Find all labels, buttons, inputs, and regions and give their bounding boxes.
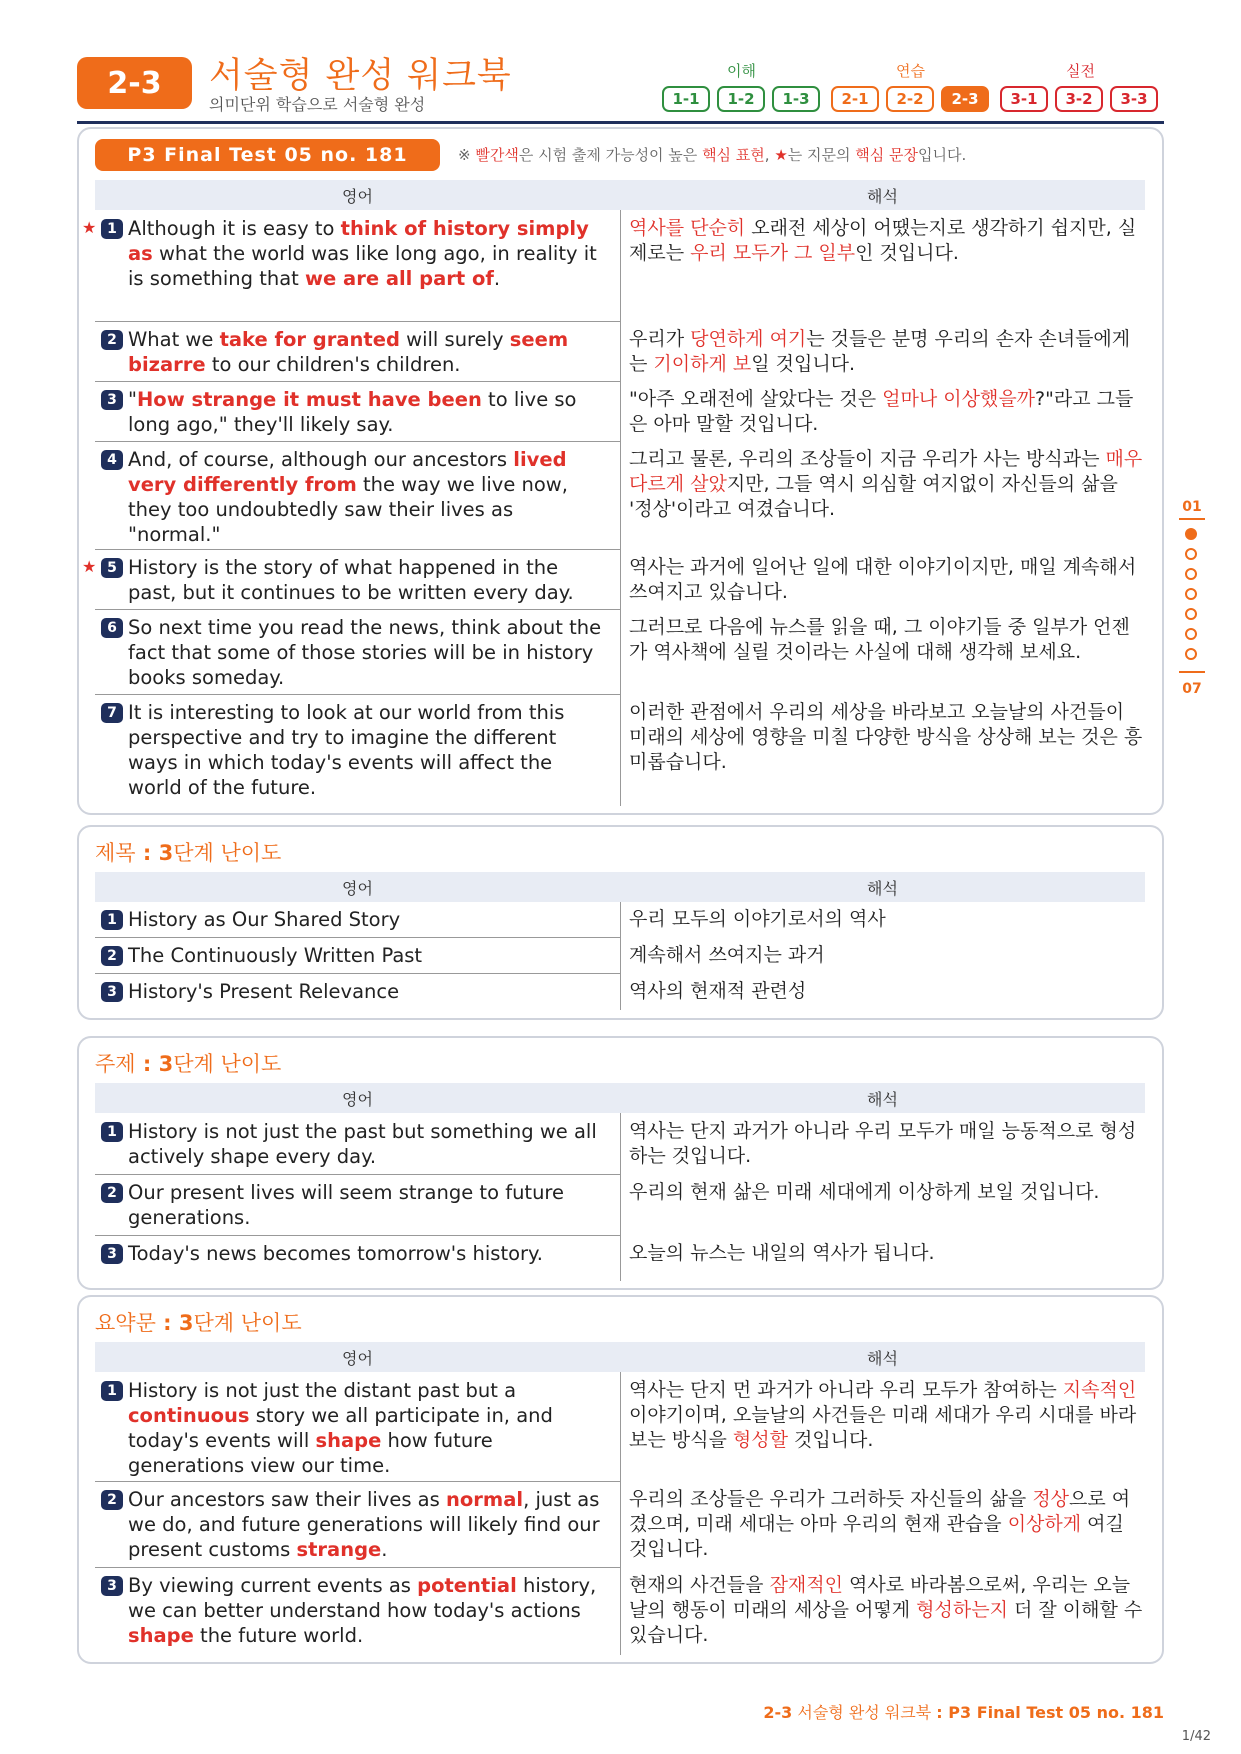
side-nav-line-bottom xyxy=(1179,671,1205,673)
footer-title: 2-3 서술형 완성 워크북 : P3 Final Test 05 no. 181 xyxy=(763,1703,1164,1722)
level-button-3-1[interactable]: 3-1 xyxy=(1000,86,1048,112)
level-button-3-3[interactable]: 3-3 xyxy=(1110,86,1158,112)
text-segment: 역사는 단지 먼 과거가 아니라 우리 모두가 참여하는 xyxy=(629,1379,1063,1401)
text-segment: the way we live now, they too undoubtedly saw their lives as "normal." xyxy=(128,473,568,546)
korean-translation xyxy=(629,615,1145,665)
side-nav-dot-1[interactable] xyxy=(1185,528,1197,540)
english-sentence xyxy=(95,1378,604,1478)
sentence-number: 6 xyxy=(101,618,123,638)
test-label: P3 Final Test 05 no. 181 xyxy=(95,139,440,171)
row-divider xyxy=(95,609,620,610)
column-divider xyxy=(620,1372,621,1655)
text-segment: 이야기이며, 오늘날의 사건들은 미래 세대가 우리 시대를 바라보는 방식을 xyxy=(629,1404,1137,1451)
text-segment: " xyxy=(128,388,137,411)
english-sentence xyxy=(95,447,604,547)
level-button-2-1[interactable]: 2-1 xyxy=(831,86,879,112)
sentence-number: 5 xyxy=(101,558,123,578)
level-button-2-3[interactable]: 2-3 xyxy=(941,86,989,112)
text-segment: 역사의 현재적 관련성 xyxy=(629,980,807,1002)
text-segment: 여길 것입니다. xyxy=(629,1513,1124,1560)
key-expression: 우리 모두가 그 일부 xyxy=(690,242,856,264)
key-expression: 정상 xyxy=(1032,1488,1070,1510)
english-sentence xyxy=(95,1573,604,1648)
level-button-3-2[interactable]: 3-2 xyxy=(1055,86,1103,112)
key-expression: 역사를 단순히 xyxy=(629,217,746,239)
row-divider xyxy=(95,1567,620,1568)
english-sentence xyxy=(95,1180,604,1230)
english-sentence xyxy=(95,615,604,690)
korean-translation xyxy=(629,979,1145,1004)
row-divider xyxy=(95,694,620,695)
korean-translation xyxy=(629,1119,1145,1169)
col-header-translation: 해석 xyxy=(867,1089,898,1109)
item-number: 1 xyxy=(101,1381,123,1401)
column-divider xyxy=(620,210,621,806)
english-sentence xyxy=(95,387,604,437)
korean-translation xyxy=(629,555,1145,605)
key-expression: seem bizarre xyxy=(128,328,569,376)
side-nav-end: 07 xyxy=(1182,681,1202,697)
text-segment: to our children's children. xyxy=(205,353,461,376)
side-nav-start: 01 xyxy=(1182,499,1202,515)
text-segment: Our ancestors saw their lives as xyxy=(128,1488,446,1511)
col-header-translation: 해석 xyxy=(867,186,898,206)
key-expression: potential xyxy=(417,1574,517,1597)
english-sentence xyxy=(95,1241,604,1266)
text-segment: 우리의 현재 삶은 미래 세대에게 이상하게 보일 것입니다. xyxy=(629,1181,1100,1203)
page-number: 1/42 xyxy=(1181,1729,1211,1744)
key-expression: think of history simply as xyxy=(128,217,589,265)
sentence-number: 7 xyxy=(101,703,123,723)
text-segment: So next time you read the news, think about the fact that some of those stories will be in history books someday. xyxy=(128,616,602,689)
text-segment: History's Present Relevance xyxy=(128,980,400,1003)
korean-translation xyxy=(629,1487,1145,1562)
key-expression: 형성할 xyxy=(732,1429,788,1451)
text-segment: 계속해서 쓰여지는 과거 xyxy=(629,944,825,966)
level-group-label-real: 실전 xyxy=(1066,62,1095,80)
col-header-translation: 해석 xyxy=(867,1348,898,1368)
text-segment: 인 것입니다. xyxy=(855,242,959,264)
row-divider xyxy=(95,1235,620,1236)
row-divider xyxy=(95,381,620,382)
row-divider xyxy=(95,549,620,550)
level-button-1-3[interactable]: 1-3 xyxy=(772,86,820,112)
text-segment: 역사는 과거에 일어난 일에 대한 이야기이지만, 매일 계속해서 쓰여지고 있습니다. xyxy=(629,556,1137,603)
section-title: 주제 : 3단계 난이도 xyxy=(95,1052,282,1076)
side-nav-dot-5[interactable] xyxy=(1185,608,1197,620)
side-nav-dot-3[interactable] xyxy=(1185,568,1197,580)
row-divider xyxy=(95,1174,620,1175)
key-expression: 얼마나 이상했을까 xyxy=(882,388,1036,410)
korean-translation xyxy=(629,1241,1145,1266)
key-expression: we are all part of xyxy=(305,267,494,290)
col-header-english: 영어 xyxy=(342,878,373,898)
table-header xyxy=(95,1083,1145,1113)
sentence-number: 4 xyxy=(101,450,123,470)
summary-panel xyxy=(77,1295,1164,1664)
page-title: 서술형 완성 워크북 xyxy=(209,56,512,96)
level-group-label-practice: 연습 xyxy=(896,62,925,80)
col-header-english: 영어 xyxy=(342,1089,373,1109)
text-segment: Our present lives will seem strange to future generations. xyxy=(128,1181,565,1229)
key-expression: take for granted xyxy=(219,328,400,351)
text-segment: 그리고 물론, 우리의 조상들이 지금 우리가 사는 방식과는 xyxy=(629,448,1106,470)
side-nav-dot-7[interactable] xyxy=(1185,648,1197,660)
section-title: 제목 : 3단계 난이도 xyxy=(95,841,282,865)
item-number: 2 xyxy=(101,1490,123,1510)
key-expression: 잠재적인 xyxy=(769,1574,843,1596)
text-segment: By viewing current events as xyxy=(128,1574,418,1597)
col-header-english: 영어 xyxy=(342,1348,373,1368)
english-sentence xyxy=(95,216,604,291)
level-button-2-2[interactable]: 2-2 xyxy=(886,86,934,112)
korean-translation xyxy=(629,907,1145,932)
text-segment: . xyxy=(381,1538,388,1561)
item-number: 2 xyxy=(101,1183,123,1203)
text-segment: History is not just the distant past but a xyxy=(128,1379,517,1402)
text-segment: the future world. xyxy=(193,1624,364,1647)
text-segment: 것입니다. xyxy=(787,1429,874,1451)
key-expression: 당연하게 여기 xyxy=(690,328,807,350)
text-segment: 더 잘 이해할 수 있습니다. xyxy=(629,1599,1143,1646)
korean-translation xyxy=(629,943,1145,968)
key-expression: How strange it must have been xyxy=(136,388,482,411)
text-segment: will surely xyxy=(399,328,510,351)
text-segment: 오늘의 뉴스는 내일의 역사가 됩니다. xyxy=(629,1242,935,1264)
text-segment: to live so long ago," they'll likely say. xyxy=(128,388,577,436)
text-segment: 역사는 단지 과거가 아니라 우리 모두가 매일 능동적으로 형성하는 것입니다. xyxy=(629,1120,1137,1167)
key-expression: 이상하게 xyxy=(1007,1513,1082,1535)
level-button-1-2[interactable]: 1-2 xyxy=(717,86,765,112)
column-divider xyxy=(620,1113,621,1281)
key-expression: 기이하게 보 xyxy=(653,353,752,375)
english-sentence xyxy=(95,1119,604,1169)
row-divider xyxy=(95,937,620,938)
text-segment: 오래전 세상이 어땠는지로 생각하기 쉽지만, 실제로는 xyxy=(629,217,1137,264)
text-segment: 현재의 사건들을 xyxy=(629,1574,770,1596)
side-nav-dot-2[interactable] xyxy=(1185,548,1197,560)
table-header xyxy=(95,872,1145,902)
text-segment: 이러한 관점에서 우리의 세상을 바라보고 오늘날의 사건들이 미래의 세상에 영향을 미칠 다양한 방식을 상상해 보는 것은 흥미롭습니다. xyxy=(629,701,1143,773)
row-divider xyxy=(95,973,620,974)
english-sentence xyxy=(95,907,604,932)
chapter-badge: 2-3 xyxy=(77,57,192,109)
english-sentence xyxy=(95,943,604,968)
row-divider xyxy=(95,1481,620,1482)
text-segment: story we all participate in, and today's events will xyxy=(128,1404,553,1452)
key-sentence-star: ★ xyxy=(82,557,97,576)
key-expression: strange xyxy=(296,1538,382,1561)
text-segment: 는 것들은 분명 우리의 손자 손녀들에게는 xyxy=(629,328,1131,375)
text-segment: 지만, 그들 역시 의심할 여지없이 자신들의 삶을 '정상'이라고 여겼습니다. xyxy=(629,473,1118,520)
korean-translation xyxy=(629,447,1145,522)
item-number: 3 xyxy=(101,1576,123,1596)
key-expression: 형성하는지 xyxy=(916,1599,1008,1621)
sentence-number: 1 xyxy=(101,219,123,239)
text-segment: History as Our Shared Story xyxy=(128,908,401,931)
theme-panel xyxy=(77,1036,1164,1290)
col-header-translation: 해석 xyxy=(867,878,898,898)
table-header xyxy=(95,1342,1145,1372)
key-expression: 지속적인 xyxy=(1062,1379,1137,1401)
korean-translation xyxy=(629,1378,1145,1453)
section-title: 요약문 : 3단계 난이도 xyxy=(95,1311,302,1335)
col-header-english: 영어 xyxy=(342,186,373,206)
item-number: 3 xyxy=(101,982,123,1002)
row-divider xyxy=(95,441,620,442)
english-sentence xyxy=(95,327,604,377)
text-segment: And, of course, although our ancestors xyxy=(128,448,514,471)
text-segment: Today's news becomes tomorrow's history. xyxy=(128,1242,544,1265)
key-expression: normal xyxy=(446,1488,524,1511)
text-segment: 우리의 조상들은 우리가 그러하듯 자신들의 삶을 xyxy=(629,1488,1033,1510)
passage-panel xyxy=(77,127,1164,815)
title-panel xyxy=(77,825,1164,1020)
item-number: 3 xyxy=(101,1244,123,1264)
legend-note: ※ 빨간색은 시험 출제 가능성이 높은 핵심 표현, ★는 지문의 핵심 문장입니다. xyxy=(458,146,967,164)
key-expression: shape xyxy=(128,1624,194,1647)
table-header xyxy=(95,180,1145,210)
text-segment: 우리가 xyxy=(629,328,691,350)
text-segment: 으로 여겼으며, 미래 세대는 아마 우리의 현재 관습을 xyxy=(629,1488,1131,1535)
korean-translation xyxy=(629,1573,1145,1648)
side-nav-dot-4[interactable] xyxy=(1185,588,1197,600)
level-button-1-1[interactable]: 1-1 xyxy=(662,86,710,112)
page-subtitle: 의미단위 학습으로 서술형 완성 xyxy=(209,95,426,114)
korean-translation xyxy=(629,216,1145,266)
english-sentence xyxy=(95,1487,604,1562)
item-number: 1 xyxy=(101,1122,123,1142)
text-segment: ?"라고 그들은 아마 말할 것입니다. xyxy=(629,388,1134,435)
text-segment: History is not just the past but something we all actively shape every day. xyxy=(128,1120,597,1168)
header-divider xyxy=(77,121,1164,124)
key-expression: continuous xyxy=(128,1404,250,1427)
english-sentence xyxy=(95,700,604,800)
key-expression: shape xyxy=(315,1429,382,1452)
level-group-label-understand: 이해 xyxy=(727,62,756,80)
text-segment: history, we can better understand how today's actions xyxy=(128,1574,597,1622)
text-segment: 그러므로 다음에 뉴스를 읽을 때, 그 이야기들 중 일부가 언젠가 역사책에 실릴 것이라는 사실에 대해 생각해 보세요. xyxy=(629,616,1130,663)
korean-translation xyxy=(629,327,1145,377)
text-segment: how future generations view our time. xyxy=(128,1429,493,1477)
text-segment: The Continuously Written Past xyxy=(128,944,423,967)
column-divider xyxy=(620,902,621,1010)
key-expression: 매우 다르게 살았 xyxy=(629,448,1143,495)
text-segment: 일 것입니다. xyxy=(751,353,856,375)
row-divider xyxy=(95,321,620,322)
item-number: 2 xyxy=(101,946,123,966)
text-segment: History is the story of what happened in the past, but it continues to be written every day. xyxy=(128,556,574,604)
english-sentence xyxy=(95,555,604,605)
key-expression: lived very differently from xyxy=(128,448,567,496)
side-nav-dot-6[interactable] xyxy=(1185,628,1197,640)
korean-translation xyxy=(629,387,1145,437)
sentence-number: 2 xyxy=(101,330,123,350)
text-segment: 역사로 바라봄으로써, 우리는 오늘날의 행동이 미래의 세상을 어떻게 xyxy=(629,1574,1131,1621)
text-segment: It is interesting to look at our world from this perspective and try to imagine the different ways in which today's events will affect the world of the future. xyxy=(128,701,565,799)
text-segment: what the world was like long ago, in reality it is something that xyxy=(128,242,597,290)
text-segment: "아주 오래전에 살았다는 것은 xyxy=(629,388,883,410)
key-sentence-star: ★ xyxy=(82,218,97,237)
korean-translation xyxy=(629,1180,1145,1205)
text-segment: . xyxy=(493,267,501,290)
text-segment: 우리 모두의 이야기로서의 역사 xyxy=(629,908,886,930)
text-segment: , just as we do, and future generations will likely find our present customs xyxy=(128,1488,600,1561)
text-segment: Although it is easy to xyxy=(128,217,341,240)
item-number: 1 xyxy=(101,910,123,930)
text-segment: What we xyxy=(128,328,220,351)
sentence-number: 3 xyxy=(101,390,123,410)
side-nav-line-top xyxy=(1179,518,1205,520)
english-sentence xyxy=(95,979,604,1004)
korean-translation xyxy=(629,700,1145,775)
